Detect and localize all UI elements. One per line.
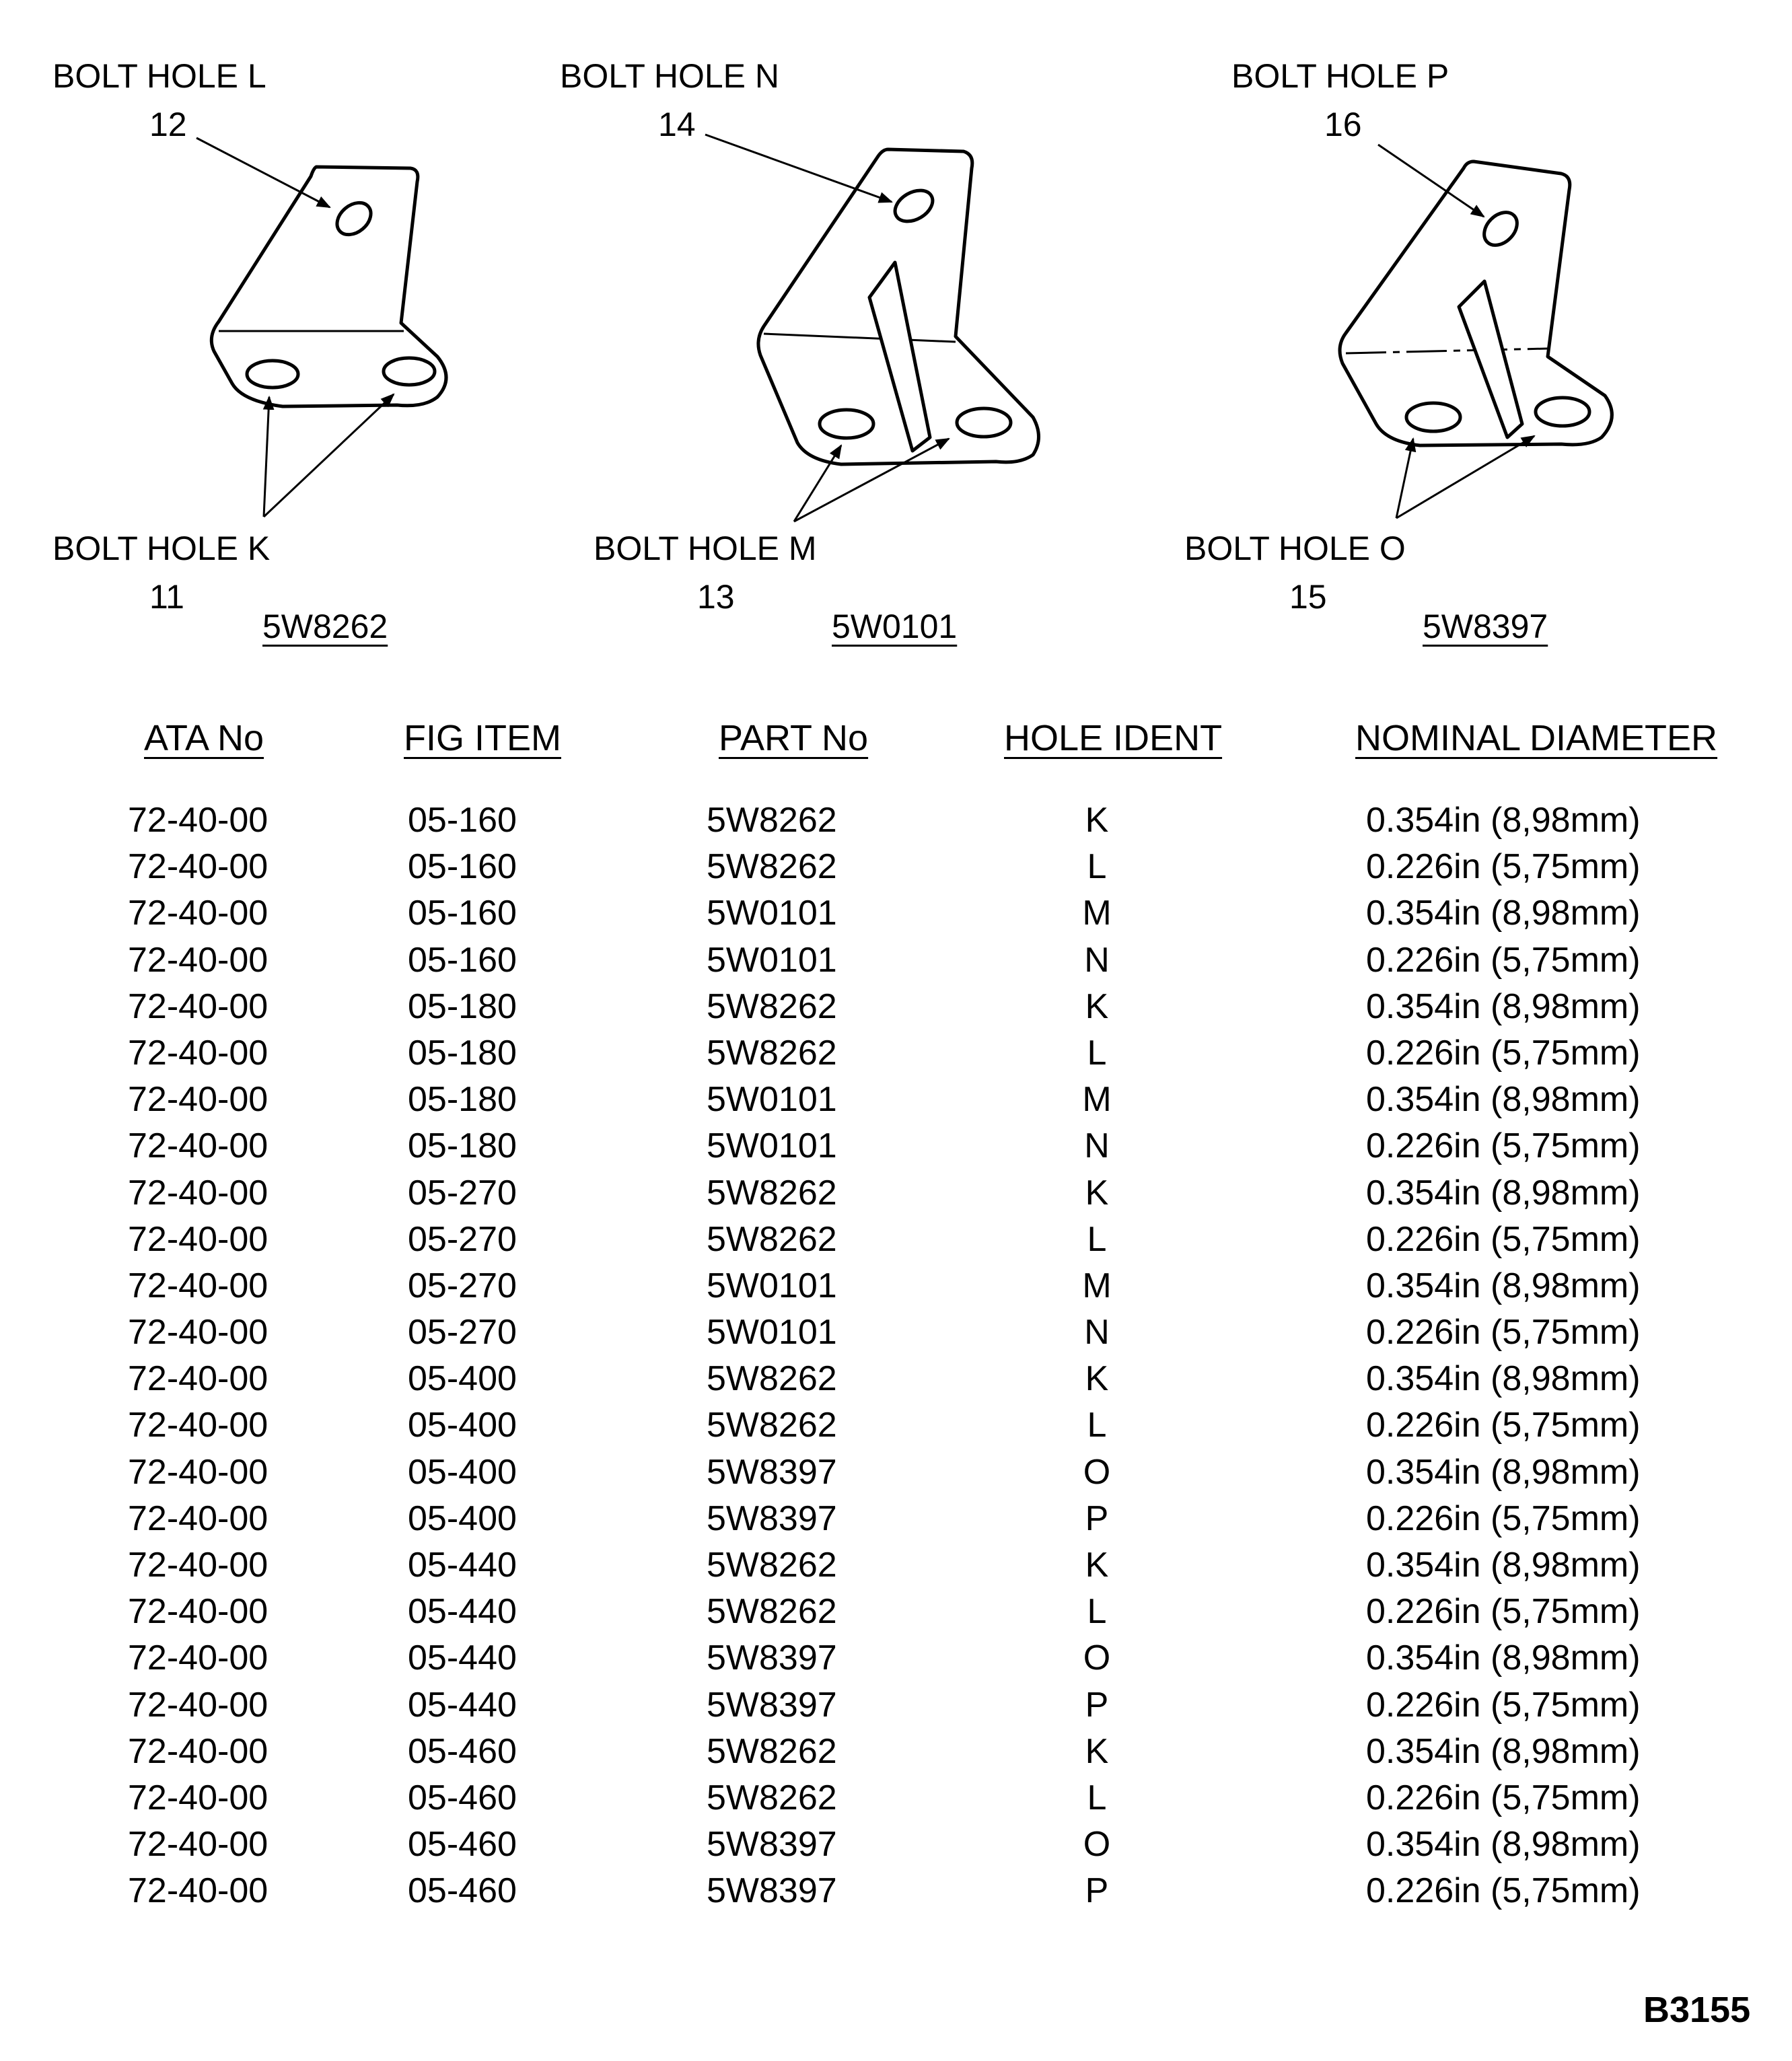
row-nominal-diameter: 0.354in (8,98mm) [1366, 1546, 1641, 1585]
row-fig-item: 05-440 [408, 1592, 517, 1632]
bolt-hole-l-label: BOLT HOLE L [52, 57, 266, 95]
row-part-no: 5W8262 [707, 986, 837, 1026]
row-part-no: 5W8262 [707, 1033, 837, 1073]
header-fig-item: FIG ITEM [404, 718, 561, 758]
row-part-no: 5W8262 [707, 1592, 837, 1632]
row-nominal-diameter: 0.226in (5,75mm) [1366, 1313, 1641, 1352]
row-fig-item: 05-400 [408, 1406, 517, 1445]
row-hole-ident: L [1087, 1219, 1107, 1259]
row-ata-no: 72-40-00 [128, 1313, 268, 1352]
bolt-hole-n-item: 14 [658, 106, 696, 143]
row-ata-no: 72-40-00 [128, 1825, 268, 1865]
figure-reference: B3155 [1643, 1990, 1751, 2030]
row-hole-ident: O [1083, 1452, 1111, 1492]
table-row [0, 1263, 1792, 1309]
row-hole-ident: K [1085, 986, 1109, 1026]
row-part-no: 5W8397 [707, 1685, 837, 1725]
row-hole-ident: K [1085, 801, 1109, 840]
row-fig-item: 05-400 [408, 1452, 517, 1492]
bolt-hole-o-item: 15 [1289, 578, 1327, 616]
row-ata-no: 72-40-00 [128, 1498, 268, 1538]
row-fig-item: 05-460 [408, 1825, 517, 1865]
row-fig-item: 05-460 [408, 1731, 517, 1771]
part-number-5w8397: 5W8397 [1423, 608, 1548, 645]
row-hole-ident: L [1087, 1406, 1107, 1445]
row-ata-no: 72-40-00 [128, 1778, 268, 1817]
row-part-no: 5W8397 [707, 1638, 837, 1678]
row-fig-item: 05-160 [408, 847, 517, 887]
row-ata-no: 72-40-00 [128, 1126, 268, 1166]
row-nominal-diameter: 0.226in (5,75mm) [1366, 1778, 1641, 1817]
table-row [0, 890, 1792, 937]
header-part-no: PART No [719, 718, 869, 758]
table-row [0, 1868, 1792, 1914]
bolt-hole-p-item: 16 [1324, 106, 1362, 143]
row-ata-no: 72-40-00 [128, 1080, 268, 1120]
row-ata-no: 72-40-00 [128, 1452, 268, 1492]
row-part-no: 5W8397 [707, 1498, 837, 1538]
row-ata-no: 72-40-00 [128, 1546, 268, 1585]
row-fig-item: 05-270 [408, 1313, 517, 1352]
row-hole-ident: P [1085, 1498, 1109, 1538]
table-row [0, 797, 1792, 844]
part-number-5w8262: 5W8262 [262, 608, 388, 645]
row-nominal-diameter: 0.226in (5,75mm) [1366, 1685, 1641, 1725]
header-ata-no: ATA No [144, 718, 264, 758]
row-part-no: 5W8262 [707, 1731, 837, 1771]
row-nominal-diameter: 0.354in (8,98mm) [1366, 801, 1641, 840]
row-hole-ident: P [1085, 1871, 1109, 1911]
row-fig-item: 05-400 [408, 1359, 517, 1399]
row-part-no: 5W0101 [707, 1126, 837, 1166]
row-ata-no: 72-40-00 [128, 1871, 268, 1911]
row-fig-item: 05-180 [408, 986, 517, 1026]
table-row [0, 1542, 1792, 1589]
bracket-illustrations [0, 0, 1792, 673]
table-row [0, 937, 1792, 984]
row-part-no: 5W8262 [707, 1359, 837, 1399]
row-fig-item: 05-270 [408, 1173, 517, 1213]
row-hole-ident: N [1084, 1126, 1110, 1166]
bolt-hole-table [0, 797, 1792, 1915]
row-hole-ident: O [1083, 1825, 1111, 1865]
row-part-no: 5W0101 [707, 894, 837, 933]
row-nominal-diameter: 0.226in (5,75mm) [1366, 847, 1641, 887]
row-hole-ident: K [1085, 1173, 1109, 1213]
row-fig-item: 05-460 [408, 1778, 517, 1817]
row-fig-item: 05-180 [408, 1080, 517, 1120]
row-fig-item: 05-400 [408, 1498, 517, 1538]
bolt-hole-n-label: BOLT HOLE N [560, 57, 780, 95]
row-fig-item: 05-160 [408, 894, 517, 933]
row-fig-item: 05-180 [408, 1126, 517, 1166]
table-row [0, 1821, 1792, 1868]
row-hole-ident: K [1085, 1731, 1109, 1771]
row-hole-ident: O [1083, 1638, 1111, 1678]
row-ata-no: 72-40-00 [128, 894, 268, 933]
row-part-no: 5W8262 [707, 1173, 837, 1213]
table-row [0, 1496, 1792, 1542]
row-part-no: 5W8262 [707, 801, 837, 840]
bolt-hole-p-label: BOLT HOLE P [1231, 57, 1449, 95]
row-nominal-diameter: 0.226in (5,75mm) [1366, 1498, 1641, 1538]
table-row [0, 1170, 1792, 1217]
row-hole-ident: L [1087, 1592, 1107, 1632]
row-nominal-diameter: 0.226in (5,75mm) [1366, 1406, 1641, 1445]
row-ata-no: 72-40-00 [128, 1033, 268, 1073]
row-part-no: 5W0101 [707, 940, 837, 980]
row-ata-no: 72-40-00 [128, 986, 268, 1026]
row-fig-item: 05-180 [408, 1033, 517, 1073]
row-part-no: 5W8262 [707, 1406, 837, 1445]
row-nominal-diameter: 0.354in (8,98mm) [1366, 1359, 1641, 1399]
row-ata-no: 72-40-00 [128, 1685, 268, 1725]
row-hole-ident: L [1087, 1778, 1107, 1817]
row-part-no: 5W8397 [707, 1825, 837, 1865]
table-row [0, 1356, 1792, 1402]
bracket-5w0101-drawing [758, 149, 1039, 464]
row-nominal-diameter: 0.226in (5,75mm) [1366, 1871, 1641, 1911]
table-row [0, 1217, 1792, 1263]
row-fig-item: 05-440 [408, 1546, 517, 1585]
table-row [0, 1030, 1792, 1077]
row-ata-no: 72-40-00 [128, 1219, 268, 1259]
row-nominal-diameter: 0.354in (8,98mm) [1366, 986, 1641, 1026]
bracket-5w8397-drawing [1340, 161, 1612, 445]
row-nominal-diameter: 0.354in (8,98mm) [1366, 1825, 1641, 1865]
row-nominal-diameter: 0.354in (8,98mm) [1366, 1266, 1641, 1305]
table-row [0, 1309, 1792, 1356]
row-part-no: 5W8262 [707, 1778, 837, 1817]
row-ata-no: 72-40-00 [128, 940, 268, 980]
row-hole-ident: L [1087, 1033, 1107, 1073]
row-nominal-diameter: 0.354in (8,98mm) [1366, 1731, 1641, 1771]
row-nominal-diameter: 0.226in (5,75mm) [1366, 1592, 1641, 1632]
row-nominal-diameter: 0.354in (8,98mm) [1366, 894, 1641, 933]
row-ata-no: 72-40-00 [128, 1406, 268, 1445]
row-nominal-diameter: 0.354in (8,98mm) [1366, 1173, 1641, 1213]
table-row [0, 1402, 1792, 1449]
bolt-hole-m-label: BOLT HOLE M [594, 530, 817, 567]
row-nominal-diameter: 0.226in (5,75mm) [1366, 940, 1641, 980]
row-fig-item: 05-460 [408, 1871, 517, 1911]
row-ata-no: 72-40-00 [128, 1359, 268, 1399]
table-row [0, 984, 1792, 1030]
bolt-hole-k-label: BOLT HOLE K [52, 530, 271, 567]
row-hole-ident: K [1085, 1546, 1109, 1585]
row-part-no: 5W8397 [707, 1452, 837, 1492]
row-hole-ident: M [1082, 894, 1112, 933]
row-hole-ident: M [1082, 1080, 1112, 1120]
row-nominal-diameter: 0.226in (5,75mm) [1366, 1033, 1641, 1073]
table-row [0, 1729, 1792, 1775]
row-ata-no: 72-40-00 [128, 847, 268, 887]
bolt-hole-l-item: 12 [149, 106, 187, 143]
row-part-no: 5W8397 [707, 1871, 837, 1911]
row-hole-ident: P [1085, 1685, 1109, 1725]
table-row [0, 1775, 1792, 1821]
row-ata-no: 72-40-00 [128, 1266, 268, 1305]
row-nominal-diameter: 0.354in (8,98mm) [1366, 1638, 1641, 1678]
row-fig-item: 05-440 [408, 1638, 517, 1678]
row-nominal-diameter: 0.226in (5,75mm) [1366, 1219, 1641, 1259]
row-ata-no: 72-40-00 [128, 1592, 268, 1632]
row-part-no: 5W8262 [707, 847, 837, 887]
bracket-5w8262-drawing [211, 167, 446, 406]
row-fig-item: 05-160 [408, 801, 517, 840]
row-hole-ident: K [1085, 1359, 1109, 1399]
row-hole-ident: N [1084, 940, 1110, 980]
row-part-no: 5W8262 [707, 1219, 837, 1259]
table-row [0, 1635, 1792, 1682]
row-nominal-diameter: 0.354in (8,98mm) [1366, 1080, 1641, 1120]
row-hole-ident: M [1082, 1266, 1112, 1305]
header-nominal-diameter: NOMINAL DIAMETER [1355, 718, 1718, 758]
row-part-no: 5W0101 [707, 1080, 837, 1120]
row-hole-ident: L [1087, 847, 1107, 887]
table-row [0, 1682, 1792, 1729]
table-row [0, 1123, 1792, 1169]
row-part-no: 5W8262 [707, 1546, 837, 1585]
row-fig-item: 05-440 [408, 1685, 517, 1725]
table-row [0, 844, 1792, 890]
row-part-no: 5W0101 [707, 1313, 837, 1352]
table-row [0, 1589, 1792, 1635]
row-nominal-diameter: 0.354in (8,98mm) [1366, 1452, 1641, 1492]
row-ata-no: 72-40-00 [128, 1638, 268, 1678]
bolt-hole-m-item: 13 [697, 578, 735, 616]
row-fig-item: 05-160 [408, 940, 517, 980]
row-ata-no: 72-40-00 [128, 1731, 268, 1771]
table-row [0, 1077, 1792, 1123]
row-nominal-diameter: 0.226in (5,75mm) [1366, 1126, 1641, 1166]
bolt-hole-k-item: 11 [149, 578, 184, 616]
bolt-hole-o-label: BOLT HOLE O [1184, 530, 1406, 567]
row-fig-item: 05-270 [408, 1219, 517, 1259]
table-row [0, 1449, 1792, 1496]
row-ata-no: 72-40-00 [128, 1173, 268, 1213]
row-part-no: 5W0101 [707, 1266, 837, 1305]
row-fig-item: 05-270 [408, 1266, 517, 1305]
row-hole-ident: N [1084, 1313, 1110, 1352]
part-number-5w0101: 5W0101 [832, 608, 958, 645]
row-ata-no: 72-40-00 [128, 801, 268, 840]
header-hole-ident: HOLE IDENT [1004, 718, 1223, 758]
